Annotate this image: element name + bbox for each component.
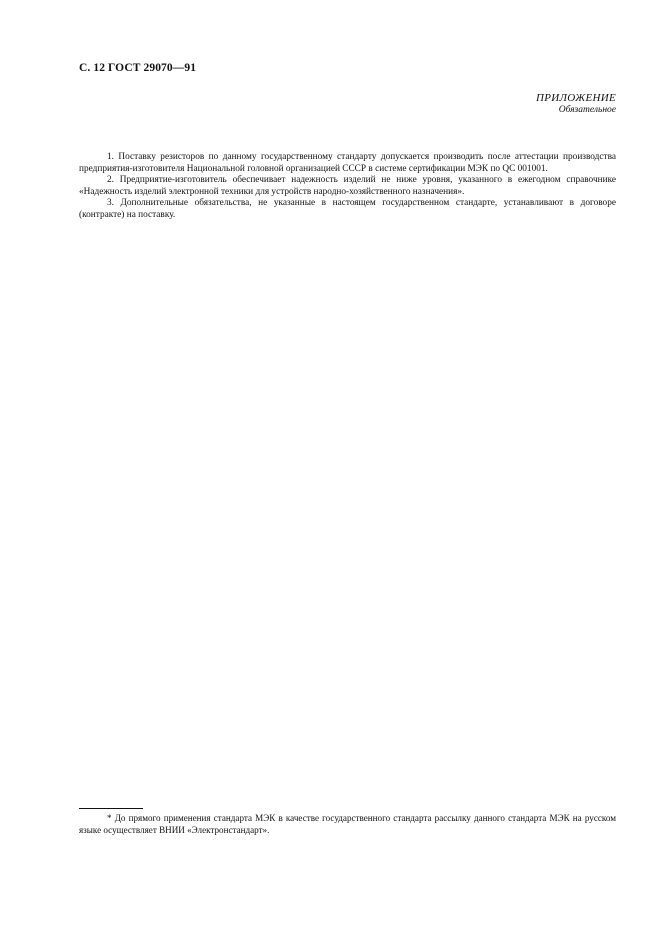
body-text [79,152,616,222]
appendix-title: ПРИЛОЖЕНИЕ [536,92,616,104]
appendix-heading [536,92,616,116]
page-header: С. 12 ГОСТ 29070—91 [79,62,197,74]
paragraph-3: 3. Дополнительные обязательства, не указанные в настоящем государственном стандарте, устанавливают в договоре (контракте) на поставку. [79,198,616,220]
paragraph-2: 2. Предприятие-изготовитель обеспечивает надежность изделий не ниже уровня, указанного в ежегодном справочнике «Надежность изделий электронной техники для устройств народно-хозяйственного назначения». [79,175,616,197]
appendix-subtitle: Обязательное [558,105,616,115]
paragraph-1: 1. Поставку резисторов по данному государственному стандарту допускается производить после аттестации производства предприятия-изготовителя Национальной головной организацией СССР в системе сертификации МЭК по QC 001001. [79,152,616,174]
footnote-divider [79,808,143,809]
footnote: * До прямого применения стандарта МЭК в качестве государственного стандарта рассылку данного стандарта МЭК на русском языке осуществляет ВНИИ «Электронстандарт». [79,813,616,835]
